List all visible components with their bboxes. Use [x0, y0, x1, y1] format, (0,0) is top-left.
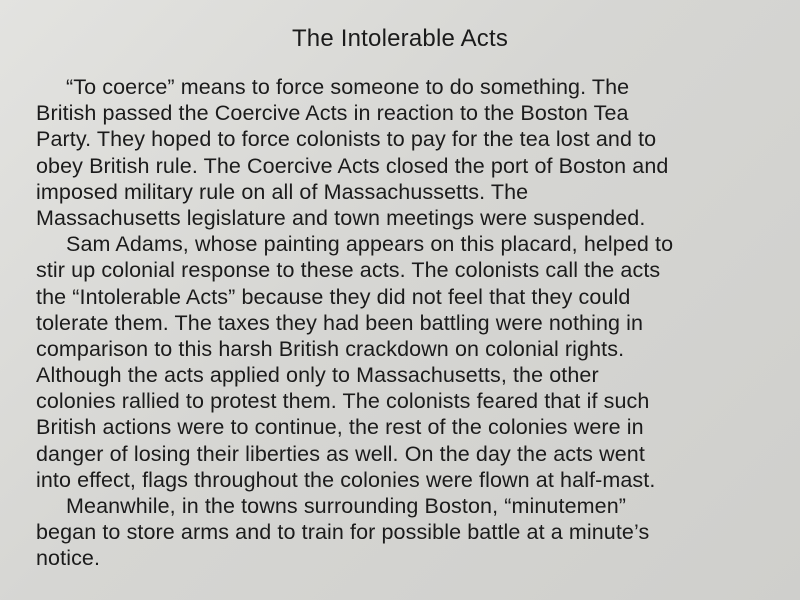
- placard-title: The Intolerable Acts: [291, 25, 509, 52]
- paragraph-1-line-2: British passed the Coercive Acts in reaction to the Boston Tea: [36, 101, 629, 126]
- paragraph-2-line-6: Although the acts applied only to Massachusetts, the other: [36, 363, 599, 388]
- paragraph-2-line-3: the “Intolerable Acts” because they did not feel that they could: [36, 284, 631, 309]
- paragraph-1-line-4: obey British rule. The Coercive Acts closed the port of Boston and: [36, 153, 669, 178]
- paragraph-2-line-4: tolerate them. The taxes they had been battling were nothing in: [36, 310, 644, 335]
- paragraph-3-line-3: notice.: [36, 546, 101, 571]
- paragraph-3-line-2: began to store arms and to train for possible battle at a minute’s: [36, 520, 650, 545]
- paragraph-2-line-7: colonies rallied to protest them. The colonists feared that if such: [36, 389, 650, 414]
- paragraph-2-line-5: comparison to this harsh British crackdown on colonial rights.: [36, 336, 625, 361]
- paragraph-2-line-2: stir up colonial response to these acts. The colonists call the acts: [36, 258, 661, 283]
- paragraph-2-line-9: danger of losing their liberties as well. On the day the acts went: [36, 441, 645, 466]
- paragraph-3-line-1: Meanwhile, in the towns surrounding Boston, “minutemen”: [66, 494, 627, 518]
- paragraph-1-line-1: “To coerce” means to force someone to do something. The: [66, 75, 630, 99]
- paragraph-1-line-6: Massachusetts legislature and town meetings were suspended.: [36, 205, 646, 230]
- paragraph-1-line-5: imposed military rule on all of Massachussetts. The: [36, 179, 529, 204]
- paragraph-2-line-8: British actions were to continue, the rest of the colonies were in: [36, 415, 644, 440]
- paragraph-2-line-10: into effect, flags throughout the colonies were flown at half-mast.: [36, 467, 656, 492]
- paragraph-2-line-1: Sam Adams, whose painting appears on this placard, helped to: [66, 232, 674, 257]
- paragraph-1-line-3: Party. They hoped to force colonists to pay for the tea lost and to: [36, 127, 657, 152]
- placard-body: [36, 74, 786, 572]
